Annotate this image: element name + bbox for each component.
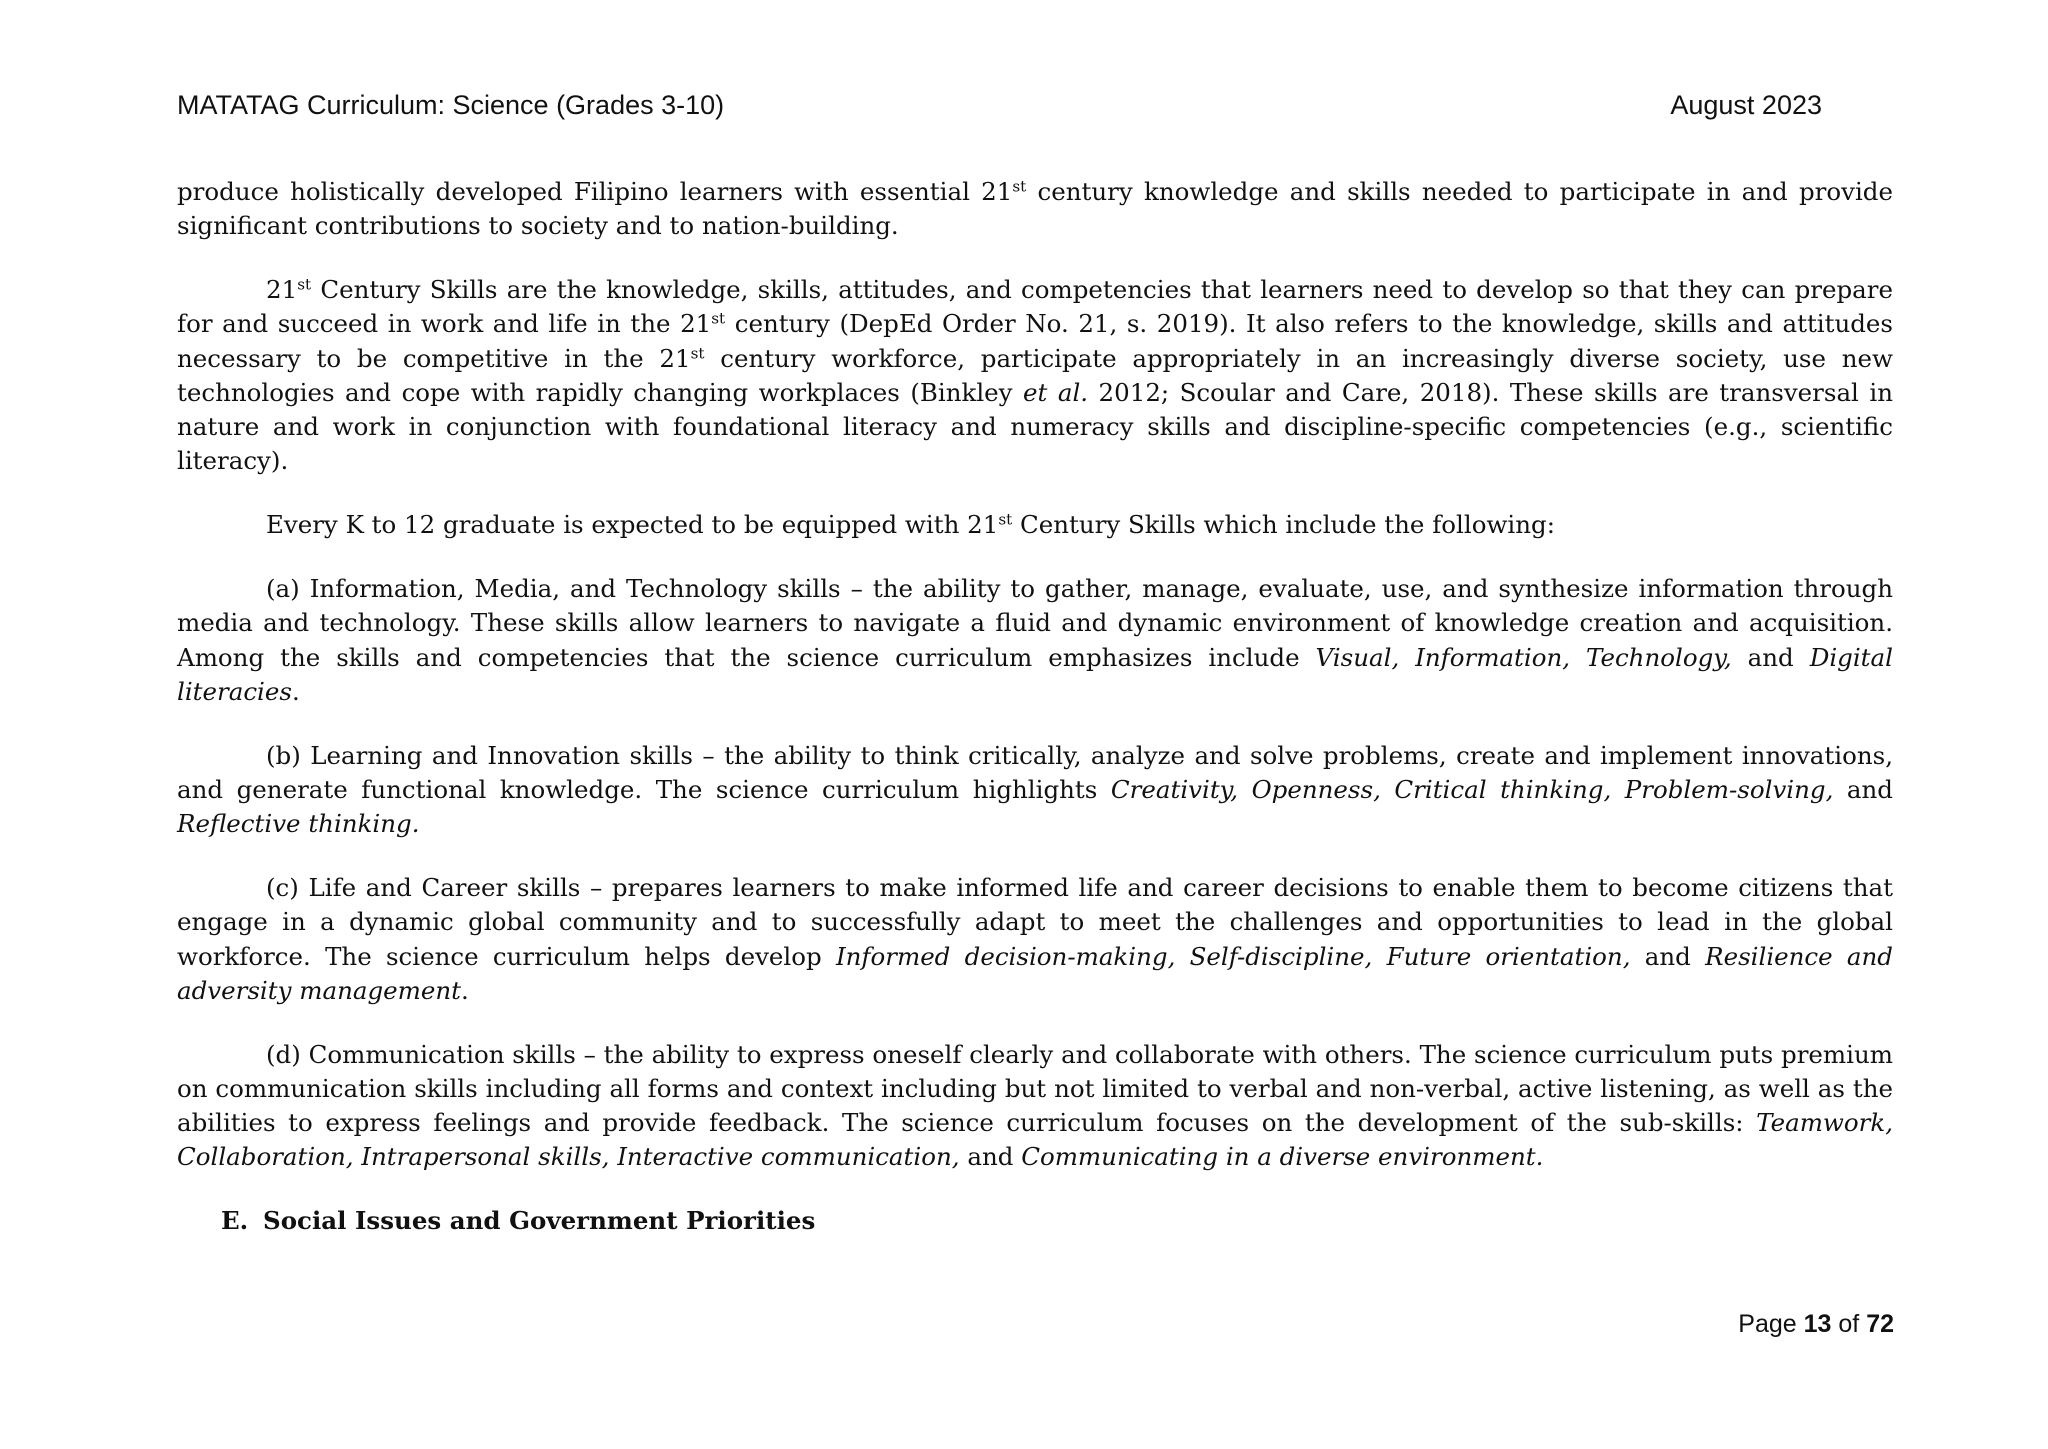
- paragraph-1: produce holistically developed Filipino learners with essential 21st century knowledge and skills needed to participate in and provide significant contributions to society and to nation-building.: [177, 177, 1893, 241]
- page-footer: Page 13 of 72: [1738, 1310, 1894, 1338]
- paragraph-communication: (d) Communication skills – the ability to express oneself clearly and collaborate with others. The science curriculum puts premium on communication skills including all forms and context including but not limited to verbal and non-verbal, active listening, as well as the abilities to express feelings and provide feedback. The science curriculum focuses on the development of the sub-skills: Teamwork, Collaboration, Intrapersonal skills, Interactive communication, and Communicating in a diverse environment.: [177, 1039, 1893, 1172]
- page-number: 13: [1803, 1310, 1832, 1338]
- header-date: August 2023: [1670, 90, 1822, 120]
- section-heading: [177, 1204, 1893, 1238]
- total-pages: 72: [1866, 1310, 1894, 1338]
- paragraph-learning-innovation: (b) Learning and Innovation skills – the ability to think critically, analyze and solve problems, create and implement innovations, and generate functional knowledge. The science curriculum highlights Creativity, Openness, Critical thinking, Problem-solving, and Reflective thinking.: [177, 740, 1893, 839]
- section-heading-title: Social Issues and Government Priorities: [263, 1206, 816, 1236]
- paragraph-k12-graduate: Every K to 12 graduate is expected to be equipped with 21st Century Skills which include the following:: [266, 510, 1555, 540]
- header-title: MATATAG Curriculum: Science (Grades 3-10): [177, 90, 725, 120]
- paragraph-life-career: (c) Life and Career skills – prepares learners to make informed life and career decisions to enable them to become citizens that engage in a dynamic global community and to successfully adapt to meet the challenges and opportunities to lead in the global workforce. The science curriculum helps develop Informed decision-making, Self-discipline, Future orientation, and Resilience and adversity management.: [177, 873, 1893, 1005]
- document-body: [177, 175, 1893, 1268]
- paragraph-information-media-technology: (a) Information, Media, and Technology skills – the ability to gather, manage, evaluate, use, and synthesize information through media and technology. These skills allow learners to navigate a fluid and dynamic environment of knowledge creation and acquisition. Among the skills and competencies that the science curriculum emphasizes include Visual, Information, Technology, and Digital literacies.: [177, 574, 1893, 706]
- section-heading-letter: E.: [221, 1206, 249, 1236]
- paragraph-21st-century-skills: 21st Century Skills are the knowledge, skills, attitudes, and competencies that learners need to develop so that they can prepare for and succeed in work and life in the 21st century (DepEd Order No. 21, s. 2019). It also refers to the knowledge, skills and attitudes necessary to be competitive in the 21st century workforce, participate appropriately in an increasingly diverse society, use new technologies and cope with rapidly changing workplaces (Binkley et al. 2012; Scoular and Care, 2018). These skills are transversal in nature and work in conjunction with foundational literacy and numeracy skills and discipline-specific competencies (e.g., scientific literacy).: [177, 275, 1894, 476]
